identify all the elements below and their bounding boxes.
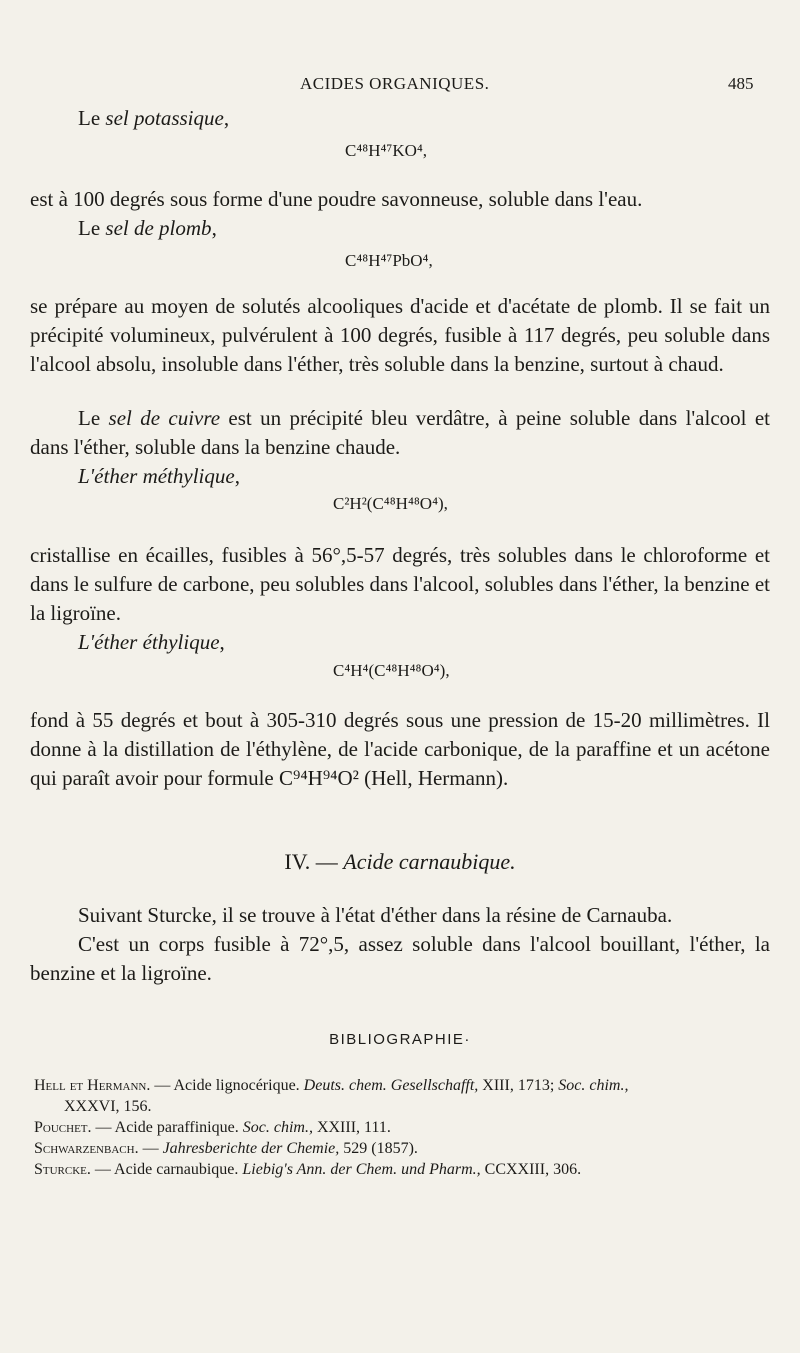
reference-item: Hell et Hermann. — Acide lignocérique. Deuts. chem. Gesellschafft, XIII, 1713; Soc. chim., XXXVI, 156. (34, 1075, 774, 1117)
formula-lead-salt: C⁴⁸H⁴⁷PbO⁴, (345, 251, 433, 270)
reference-author: Sturcke. (34, 1161, 91, 1178)
reference-item: Sturcke. — Acide carnaubique. Liebig's Ann. der Chem. und Pharm., CCXXIII, 306. (34, 1161, 582, 1178)
running-title: ACIDES ORGANIQUES. (300, 74, 490, 93)
section-heading (0, 849, 800, 875)
paragraph-ethyl-desc: fond à 55 degrés et bout à 305-310 degrés sous une pression de 15-20 millimètres. Il donne à la distillation de l'éthylène, de l'acide carbonique, de la paraffine et un acétone qui paraît avoir pour formule C⁹⁴H⁹⁴O² (Hell, Hermann). (30, 708, 770, 790)
term-ether-ethylique: L'éther éthylique (78, 630, 220, 654)
section-number: IV. — (284, 849, 344, 874)
formula-ethyl-ether: C⁴H⁴(C⁴⁸H⁴⁸O⁴), (333, 661, 450, 680)
paragraph-fusible: C'est un corps fusible à 72°,5, assez soluble dans l'alcool bouillant, l'éther, la benzine et la ligroïne. (30, 932, 770, 985)
bibliography-title: BIBLIOGRAPHIE· (329, 1031, 471, 1048)
reference-author: Hell et Hermann. (34, 1077, 151, 1094)
paragraph-ether-methylique: L'éther méthylique, (78, 464, 240, 488)
paragraph-ether-ethylique: L'éther éthylique, (78, 630, 225, 654)
term-sel-plomb: sel de plomb (105, 216, 212, 240)
reference-author: Schwarzenbach. (34, 1140, 139, 1157)
paragraph-sel-cuivre: Le sel de cuivre est un précipité bleu verdâtre, à peine soluble dans l'alcool et dans l'éther, soluble dans la benzine chaude. (30, 406, 771, 459)
formula-potassium-salt: C⁴⁸H⁴⁷KO⁴, (345, 141, 428, 160)
bibliography-list (34, 1075, 774, 1180)
paragraph-sturcke: Suivant Sturcke, il se trouve à l'état d'éther dans la résine de Carnauba. (78, 903, 673, 927)
reference-author: Pouchet. (34, 1119, 92, 1136)
formula-methyl-ether: C²H²(C⁴⁸H⁴⁸O⁴), (333, 494, 448, 513)
term-ether-methylique: L'éther méthylique (78, 464, 235, 488)
paragraph-lead-desc: se prépare au moyen de solutés alcooliques d'acide et d'acétate de plomb. Il se fait un précipité volumineux, pulvérulent à 100 degrés, fusible à 117 degrés, peu soluble dans l'alcool absolu, insoluble dans l'éther, très soluble dans la benzine, surtout à chaud. (30, 294, 770, 376)
reference-item: Schwarzenbach. — Jahresberichte der Chemie, 529 (1857). (34, 1140, 418, 1157)
paragraph-methyl-desc: cristallise en écailles, fusibles à 56°,5-57 degrés, très solubles dans le chloroforme et dans le sulfure de carbone, peu solubles dans l'alcool, solubles dans l'éther, la benzine et la ligroïne. (30, 543, 770, 625)
reference-item: Pouchet. — Acide paraffinique. Soc. chim., XXIII, 111. (34, 1119, 391, 1136)
running-header (0, 74, 800, 98)
paragraph-potassium-desc: est à 100 degrés sous forme d'une poudre savonneuse, soluble dans l'eau. (30, 187, 643, 211)
page-number: 485 (728, 74, 754, 93)
section-title: Acide carnaubique. (343, 849, 516, 874)
reference-continuation: XXXVI, 156. (64, 1098, 152, 1115)
term-sel-potassique: sel potassique (105, 106, 224, 130)
paragraph-sel-plomb: Le sel de plomb, (78, 216, 217, 240)
term-sel-cuivre: sel de cuivre (108, 406, 221, 430)
paragraph-sel-potassique: Le sel potassique, (78, 106, 230, 130)
